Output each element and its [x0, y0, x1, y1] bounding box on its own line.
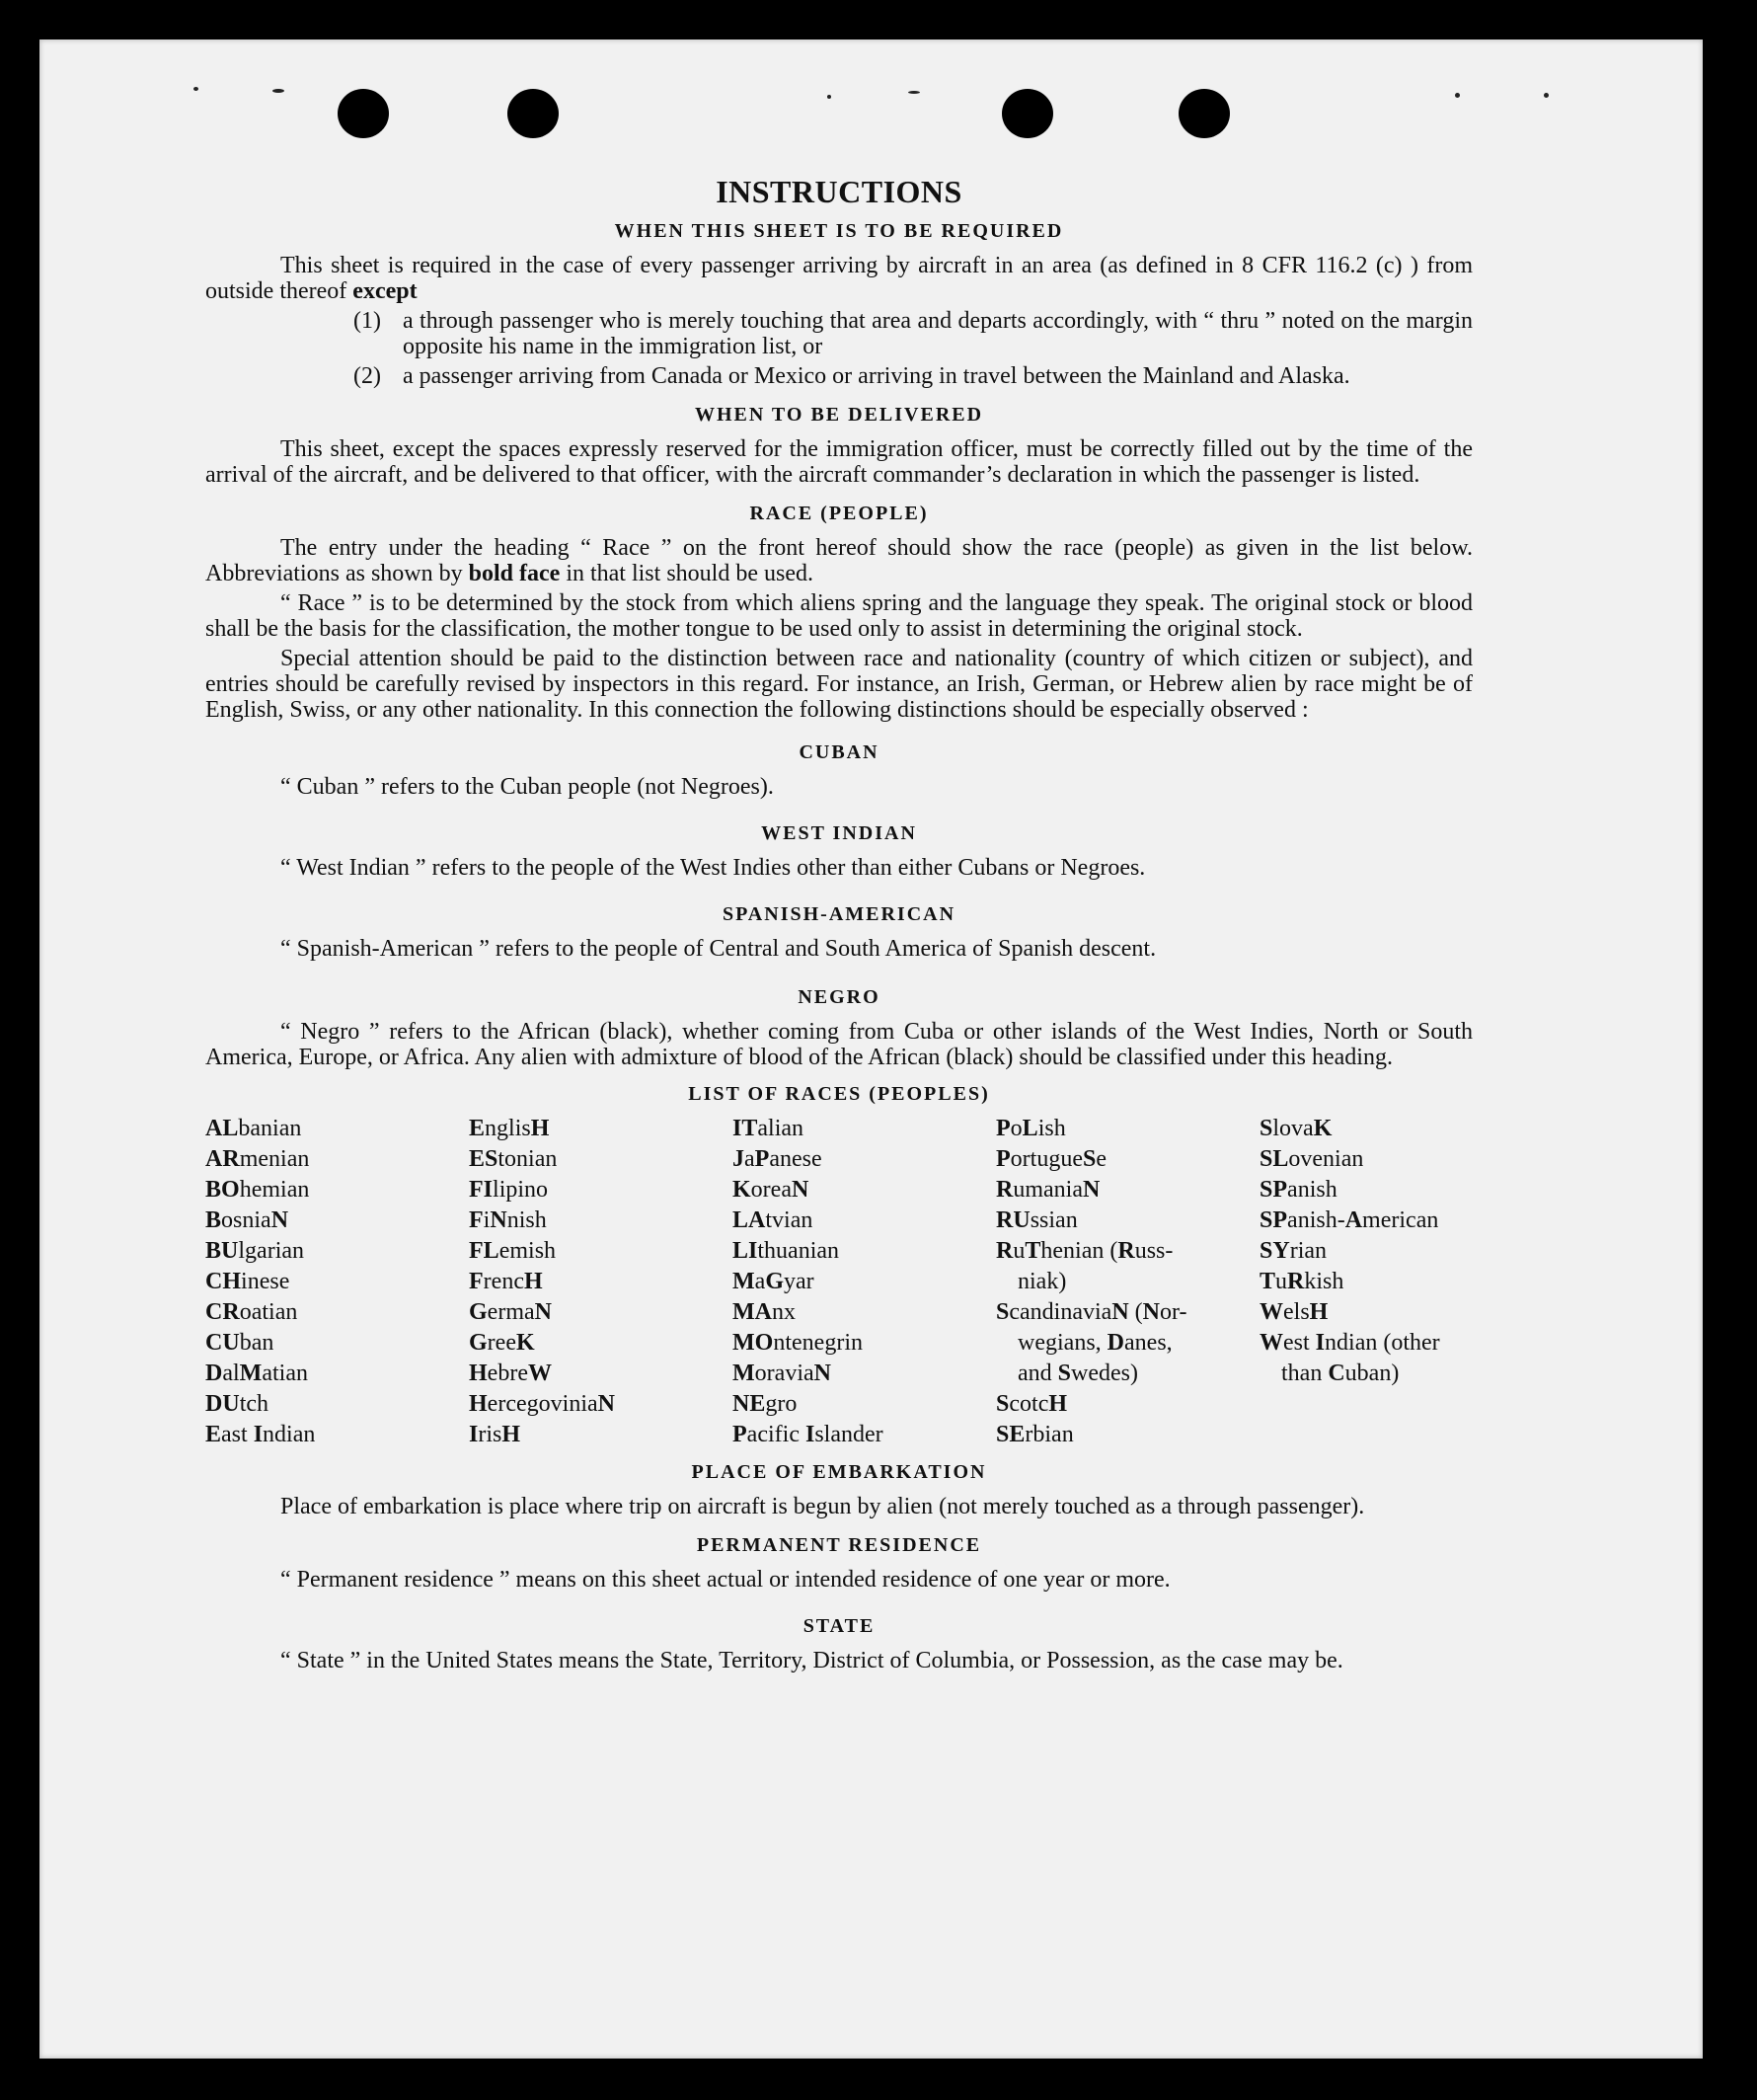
punch-hole — [1179, 89, 1230, 138]
race-entry: KoreaN — [732, 1177, 809, 1203]
race-entry: SLovenian — [1260, 1146, 1364, 1172]
race-entry: DUtch — [205, 1391, 269, 1417]
heading-list-of-races: LIST OF RACES (PEOPLES) — [688, 1083, 990, 1105]
speck — [827, 95, 831, 99]
race-entry: MAnx — [732, 1299, 796, 1325]
heading-residence: PERMANENT RESIDENCE — [696, 1534, 982, 1556]
race-entry: WelsH — [1260, 1299, 1329, 1325]
speck — [272, 89, 284, 93]
page-title: INSTRUCTIONS — [716, 174, 962, 209]
race-entry: HebreW — [469, 1361, 552, 1386]
when-required-text: This sheet is required in the case of every passenger arriving by aircraft in an area (as defined in 8 CFR 116.2 (c) ) from outside thereof except — [205, 253, 1473, 304]
heading-west-indian: WEST INDIAN — [761, 822, 917, 844]
race-entry: CUban — [205, 1330, 274, 1356]
race-column — [469, 1114, 732, 1450]
race-column — [996, 1114, 1260, 1450]
race-entry: LAtvian — [732, 1207, 813, 1233]
race-entry: MOntenegrin — [732, 1330, 863, 1356]
instructions-content — [205, 174, 1473, 1673]
race-entry: CHinese — [205, 1269, 290, 1294]
speck — [908, 91, 920, 94]
race-entry: EnglisH — [469, 1116, 550, 1141]
punch-hole — [338, 89, 389, 138]
race-entry: TuRkish — [1260, 1269, 1344, 1294]
race-entry: SPanish-American — [1260, 1207, 1439, 1233]
cuban-text: “ Cuban ” refers to the Cuban people (not Negroes). — [280, 774, 774, 800]
heading-cuban: CUBAN — [799, 741, 879, 763]
race-entry: GreeK — [469, 1330, 535, 1356]
race-entry: West Indian (other — [1260, 1330, 1440, 1356]
race-entry: FLemish — [469, 1238, 557, 1264]
state-text: “ State ” in the United States means the State, Territory, District of Columbia, or Possession, as the case may be. — [280, 1648, 1343, 1673]
race-entry: ARmenian — [205, 1146, 310, 1172]
race-entry: PoLish — [996, 1116, 1066, 1141]
race-entry: PortugueSe — [996, 1146, 1108, 1172]
race-entry: ScandinaviaN (Nor- — [996, 1299, 1187, 1325]
race-entry: MoraviaN — [732, 1361, 831, 1386]
race-entry: RUssian — [996, 1207, 1078, 1233]
heading-spanish-american: SPANISH-AMERICAN — [722, 903, 956, 925]
race-entry: ScotcH — [996, 1391, 1068, 1417]
embarkation-text: Place of embarkation is place where trip on aircraft is begun by alien (not merely touched as a through passenger). — [280, 1494, 1365, 1519]
race-entry: MaGyar — [732, 1269, 814, 1294]
race-entry: IrisH — [469, 1422, 521, 1447]
heading-embarkation: PLACE OF EMBARKATION — [691, 1461, 987, 1483]
race-paragraph-3: Special attention should be paid to the distinction between race and nationality (country of which citizen or subject), and entries should be carefully revised by inspectors in this regard. For instance, an Irish, German, or Hebrew alien by race might be of English, Swiss, or any other nationality. In this connection the following distinctions should be especially observed : — [205, 646, 1473, 723]
race-column — [205, 1114, 469, 1450]
race-entry: FrencH — [469, 1269, 543, 1294]
race-entry: HercegoviniaN — [469, 1391, 615, 1417]
heading-when-delivered: WHEN TO BE DELIVERED — [694, 404, 984, 426]
race-entry: FiNnish — [469, 1207, 547, 1233]
speck — [1544, 93, 1549, 98]
list-item: (2) a passenger arriving from Canada or Mexico or arriving in travel between the Mainland and Alaska. — [353, 363, 1350, 389]
race-entry: EStonian — [469, 1146, 558, 1172]
race-entry: DalMatian — [205, 1361, 308, 1386]
race-list — [205, 1114, 1473, 1450]
race-entry: GermaN — [469, 1299, 552, 1325]
race-entry: ALbanian — [205, 1116, 302, 1141]
race-entry: LIthuanian — [732, 1238, 840, 1264]
race-entry: BUlgarian — [205, 1238, 305, 1264]
race-entry: BosniaN — [205, 1207, 289, 1233]
race-entry: NEgro — [732, 1391, 798, 1417]
speck — [193, 87, 198, 91]
race-entry: SErbian — [996, 1422, 1074, 1447]
race-entry: than Cuban) — [1281, 1361, 1400, 1386]
race-entry: wegians, Danes, — [1018, 1330, 1173, 1356]
speck — [1455, 93, 1460, 98]
race-entry: SlovaK — [1260, 1116, 1333, 1141]
when-delivered-text: This sheet, except the spaces expressly reserved for the immigration officer, must be correctly filled out by the time of the arrival of the aircraft, and be delivered to that officer, with the aircraft commander’s declaration in which the passenger is listed. — [205, 436, 1473, 488]
race-entry: RumaniaN — [996, 1177, 1101, 1203]
race-entry: ITalian — [732, 1116, 804, 1141]
west-indian-text: “ West Indian ” refers to the people of the West Indies other than either Cubans or Negroes. — [280, 855, 1146, 881]
race-paragraph-1: The entry under the heading “ Race ” on the front hereof should show the race (people) as given in the list below. Abbreviations as shown by bold face in that list should be used. — [205, 535, 1473, 586]
race-entry: Pacific Islander — [732, 1422, 883, 1447]
race-entry: and Swedes) — [1018, 1361, 1139, 1386]
race-entry: FIlipino — [469, 1177, 549, 1203]
race-entry: CRoatian — [205, 1299, 298, 1325]
race-entry: East Indian — [205, 1422, 316, 1447]
race-paragraph-2: “ Race ” is to be determined by the stock from which aliens spring and the language they speak. The original stock or blood shall be the basis for the classification, the mother tongue to be used only to assist in determining the original stock. — [205, 590, 1473, 642]
heading-when-required: WHEN THIS SHEET IS TO BE REQUIRED — [614, 220, 1064, 242]
race-entry: BOhemian — [205, 1177, 310, 1203]
list-item: (1) a through passenger who is merely touching that area and departs accordingly, with “ thru ” noted on the margin opposite his name in the immigration list, or — [353, 308, 1473, 359]
residence-text: “ Permanent residence ” means on this sheet actual or intended residence of one year or more. — [280, 1567, 1171, 1593]
race-entry: SYrian — [1260, 1238, 1328, 1264]
race-column — [1260, 1114, 1473, 1450]
race-entry: SPanish — [1260, 1177, 1337, 1203]
heading-state: STATE — [802, 1615, 876, 1637]
punch-hole — [1002, 89, 1053, 138]
heading-negro: NEGRO — [798, 986, 880, 1008]
negro-text: “ Negro ” refers to the African (black), whether coming from Cuba or other islands of the West Indies, North or South America, Europe, or Africa. Any alien with admixture of blood of the African (black) should be classified under this heading. — [205, 1019, 1473, 1070]
spanish-american-text: “ Spanish-American ” refers to the people of Central and South America of Spanish descent. — [280, 936, 1157, 962]
race-entry: niak) — [1018, 1269, 1067, 1294]
race-entry: JaPanese — [732, 1146, 822, 1172]
heading-race: RACE (PEOPLE) — [749, 503, 929, 524]
punch-hole — [507, 89, 559, 138]
race-column — [732, 1114, 996, 1450]
race-entry: RuThenian (Russ- — [996, 1238, 1174, 1264]
